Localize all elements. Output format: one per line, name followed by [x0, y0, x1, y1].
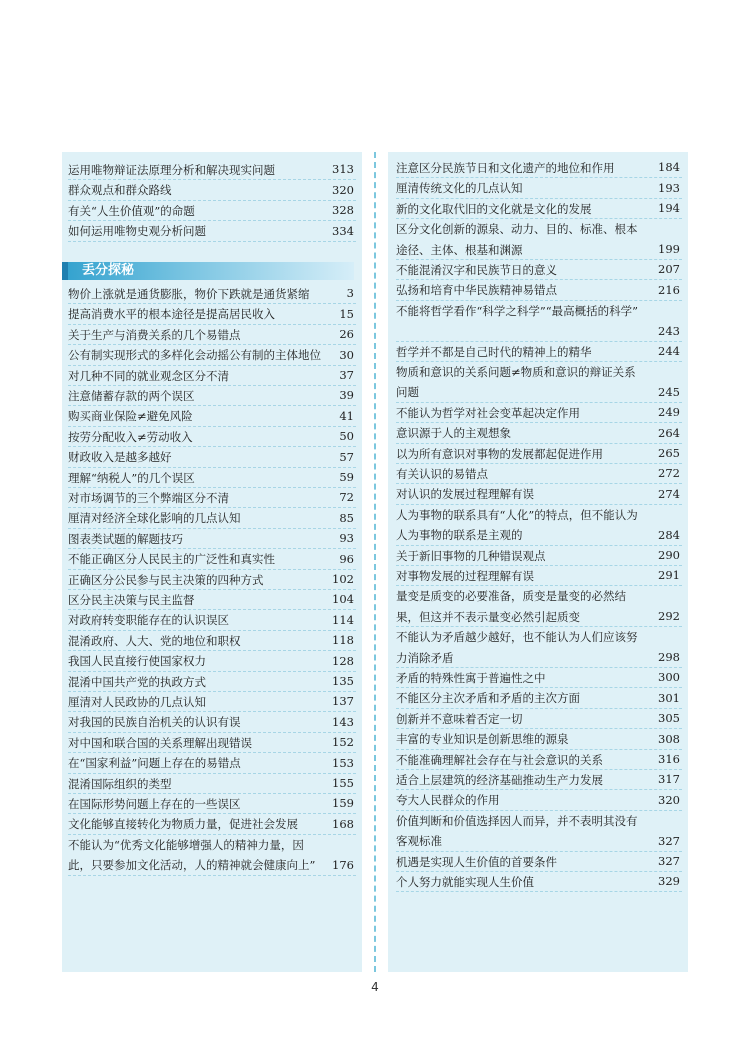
- toc-entry[interactable]: [396, 464, 682, 484]
- toc-entry-page: 57: [339, 449, 354, 464]
- toc-entry[interactable]: [68, 753, 356, 773]
- toc-entry-page: 327: [658, 833, 680, 848]
- toc-entry[interactable]: [68, 406, 356, 426]
- toc-entry[interactable]: [68, 692, 356, 712]
- toc-entry[interactable]: [396, 178, 682, 198]
- toc-entry-title: 不能区分主次矛盾和矛盾的主次方面: [396, 691, 580, 706]
- toc-entry-title: 哲学并不都是自己时代的精神上的精华: [396, 344, 592, 359]
- toc-entry-page: 298: [658, 649, 680, 664]
- toc-entry[interactable]: [396, 852, 682, 872]
- toc-entry-title: 理解“纳税人”的几个误区: [68, 470, 195, 485]
- toc-entry[interactable]: [396, 790, 682, 810]
- toc-entry-title: 人为事物的联系具有“人化”的特点，但不能认为人为事物的联系是主观的: [396, 507, 638, 543]
- toc-entry[interactable]: [396, 688, 682, 708]
- toc-entry-title: 对几种不同的就业观念区分不清: [68, 368, 229, 383]
- toc-entry[interactable]: [68, 468, 356, 488]
- toc-entry-page: 245: [658, 384, 680, 399]
- toc-entry-page: 290: [658, 547, 680, 562]
- toc-entry-title: 不能将哲学看作“科学之科学”“最高概括的科学”: [396, 303, 639, 318]
- toc-entry-page: 96: [339, 551, 354, 566]
- toc-entry-title: 对市场调节的三个弊端区分不清: [68, 491, 229, 505]
- toc-entry-title: 文化能够直接转化为物质力量，促进社会发展: [68, 817, 298, 832]
- toc-entry[interactable]: [68, 366, 356, 386]
- toc-entry-page: 118: [332, 633, 354, 648]
- toc-entry[interactable]: [396, 709, 682, 729]
- toc-entry[interactable]: [396, 423, 682, 443]
- section-title: 丢分探秘: [82, 263, 135, 278]
- toc-entry[interactable]: [396, 627, 682, 668]
- toc-entry[interactable]: [68, 672, 356, 692]
- toc-entry-page: 199: [658, 241, 680, 256]
- toc-entry[interactable]: [68, 733, 356, 753]
- toc-entry-title: 厘清传统文化的几点认知: [396, 181, 523, 196]
- toc-entry[interactable]: [396, 444, 682, 464]
- toc-entry[interactable]: [396, 403, 682, 423]
- toc-entry[interactable]: [68, 221, 356, 241]
- toc-entry[interactable]: [68, 631, 356, 651]
- toc-entry-title: 图表类试题的解题技巧: [68, 531, 183, 546]
- toc-entry[interactable]: [396, 219, 682, 260]
- toc-entry-page: 329: [658, 874, 680, 889]
- toc-entry-title: 适合上层建筑的经济基础推动生产力发展: [396, 773, 603, 787]
- toc-entry-page: 317: [658, 772, 680, 787]
- toc-entry-title: 混淆中国共产党的执政方式: [68, 674, 206, 689]
- toc-entry-title: 正确区分公民参与民主决策的四种方式: [68, 572, 264, 587]
- toc-entry[interactable]: [68, 529, 356, 549]
- toc-entry-title: 以为所有意识对事物的发展都起促进作用: [396, 446, 603, 461]
- toc-entry[interactable]: [396, 342, 682, 362]
- toc-entry-title: 意识源于人的主观想象: [396, 426, 511, 441]
- toc-entry[interactable]: [396, 872, 682, 892]
- toc-entry[interactable]: [68, 180, 356, 200]
- toc-entry-page: 137: [332, 694, 354, 709]
- toc-entry-page: 159: [332, 796, 354, 811]
- toc-entry-title: 不能认为“优秀文化能够增强人的精神力量，因此，只要参加文化活动，人的精神就会健康向上”: [68, 837, 316, 873]
- toc-entry-title: 注意区分民族节日和文化遗产的地位和作用: [396, 161, 615, 175]
- toc-entry-title: 不能准确理解社会存在与社会意识的关系: [396, 752, 603, 767]
- toc-entry-title: 关于生产与消费关系的几个易错点: [68, 327, 241, 342]
- toc-entry-title: 物质和意识的关系问题≠物质和意识的辩证关系问题: [396, 365, 636, 400]
- toc-entry-page: 328: [332, 203, 354, 218]
- toc-entry-page: 320: [332, 182, 354, 197]
- toc-entry-title: 混淆国际组织的类型: [68, 776, 172, 791]
- toc-entry-page: 207: [658, 262, 680, 277]
- toc-entry-page: 85: [339, 510, 354, 525]
- toc-entry-title: 如何运用唯物史观分析问题: [68, 224, 206, 239]
- page-number: 4: [371, 980, 379, 994]
- toc-entry-title: 财政收入是越多越好: [68, 450, 172, 465]
- toc-entry[interactable]: [396, 280, 682, 300]
- toc-entry-title: 公有制实现形式的多样化会动摇公有制的主体地位: [68, 348, 321, 363]
- toc-entry-title: 机遇是实现人生价值的首要条件: [396, 854, 557, 869]
- toc-entry-title: 关于新旧事物的几种错误观点: [396, 548, 546, 563]
- toc-entry[interactable]: [396, 505, 682, 546]
- toc-entry[interactable]: [68, 794, 356, 814]
- section-banner: [62, 262, 354, 280]
- toc-entry-page: 3: [346, 286, 354, 301]
- toc-entry-title: 不能认为哲学对社会变革起决定作用: [396, 405, 580, 420]
- toc-entry[interactable]: [396, 811, 682, 852]
- toc-entry[interactable]: [68, 201, 356, 221]
- toc-entry-page: 272: [658, 466, 680, 481]
- toc-entry-page: 128: [332, 653, 354, 668]
- toc-entry-page: 39: [339, 388, 354, 403]
- toc-entry[interactable]: [68, 835, 356, 876]
- toc-entry-page: 72: [339, 490, 354, 505]
- toc-entry[interactable]: [68, 488, 356, 508]
- toc-entry[interactable]: [396, 301, 682, 342]
- toc-entry-page: 284: [658, 527, 680, 542]
- toc-entry[interactable]: [396, 729, 682, 749]
- toc-entry[interactable]: [396, 199, 682, 219]
- toc-entry[interactable]: [396, 750, 682, 770]
- toc-entry-title: 对事物发展的过程理解有误: [396, 569, 534, 583]
- toc-entry-page: 301: [658, 690, 680, 705]
- toc-entry-page: 152: [332, 735, 354, 750]
- toc-entry-page: 291: [658, 568, 680, 583]
- toc-entry-title: 对政府转变职能存在的认识误区: [68, 613, 229, 628]
- toc-entry-page: 114: [332, 612, 354, 627]
- toc-entry-page: 274: [658, 486, 680, 501]
- toc-entry-page: 327: [658, 853, 680, 868]
- toc-entry-page: 194: [658, 201, 680, 216]
- toc-entry[interactable]: [396, 260, 682, 280]
- toc-entry-page: 216: [658, 282, 680, 297]
- toc-entry-title: 区分民主决策与民主监督: [68, 593, 195, 607]
- toc-entry-page: 93: [339, 531, 354, 546]
- toc-entry-title: 物价上涨就是通货膨胀，物价下跌就是通货紧缩: [68, 287, 310, 301]
- toc-entry-title: 厘清对经济全球化影响的几点认知: [68, 511, 241, 526]
- toc-entry[interactable]: [68, 447, 356, 467]
- toc-entry[interactable]: [68, 160, 356, 180]
- right-toc-column: [388, 152, 688, 972]
- toc-entry[interactable]: [396, 668, 682, 688]
- toc-entry-page: 184: [658, 160, 680, 175]
- toc-entry-page: 193: [658, 180, 680, 195]
- toc-entry-title: 弘扬和培育中华民族精神易错点: [396, 283, 557, 298]
- toc-entry[interactable]: [68, 304, 356, 324]
- toc-entry-title: 新的文化取代旧的文化就是文化的发展: [396, 201, 592, 216]
- toc-entry-title: 在“国家利益”问题上存在的易错点: [68, 756, 241, 771]
- toc-entry[interactable]: [396, 484, 682, 504]
- toc-entry-title: 个人努力就能实现人生价值: [396, 875, 534, 889]
- toc-entry-title: 矛盾的特殊性寓于普遍性之中: [396, 671, 546, 685]
- toc-entry[interactable]: [68, 386, 356, 406]
- toc-entry[interactable]: [68, 774, 356, 794]
- toc-entry-page: 37: [339, 367, 354, 382]
- toc-entry-page: 265: [658, 445, 680, 460]
- toc-entry[interactable]: [396, 158, 682, 178]
- toc-entry[interactable]: [68, 570, 356, 590]
- toc-entry-page: 244: [658, 343, 680, 358]
- column-divider: [374, 152, 376, 972]
- toc-entry-page: 41: [339, 408, 354, 423]
- toc-entry-title: 购买商业保险≠避免风险: [68, 409, 193, 424]
- toc-entry[interactable]: [68, 284, 356, 304]
- toc-entry-title: 区分文化创新的源泉、动力、目的、标准、根本途径、主体、根基和渊源: [396, 222, 638, 257]
- toc-entry-title: 群众观点和群众路线: [68, 183, 172, 198]
- toc-entry[interactable]: [68, 345, 356, 365]
- toc-entry-page: 313: [332, 162, 354, 177]
- toc-entry[interactable]: [68, 712, 356, 732]
- toc-entry-page: 26: [339, 327, 354, 342]
- toc-entry-page: 264: [658, 425, 680, 440]
- toc-entry[interactable]: [396, 546, 682, 566]
- toc-entry-title: 对中国和联合国的关系理解出现错误: [68, 735, 252, 750]
- toc-entry-page: 104: [332, 592, 354, 607]
- toc-entry[interactable]: [68, 590, 356, 610]
- toc-entry[interactable]: [396, 770, 682, 790]
- left-toc-column: [62, 152, 362, 972]
- toc-entry-page: 305: [658, 711, 680, 726]
- toc-entry[interactable]: [68, 427, 356, 447]
- toc-entry-title: 在国际形势问题上存在的一些误区: [68, 797, 241, 811]
- toc-entry[interactable]: [68, 610, 356, 630]
- toc-entry-page: 334: [332, 223, 354, 238]
- toc-entry-title: 运用唯物辩证法原理分析和解决现实问题: [68, 163, 275, 177]
- toc-entry-page: 300: [658, 670, 680, 685]
- toc-entry[interactable]: [396, 586, 682, 627]
- toc-entry[interactable]: [68, 508, 356, 528]
- toc-entry-title: 不能认为矛盾越少越好，也不能认为人们应该努力消除矛盾: [396, 630, 638, 665]
- toc-entry[interactable]: [396, 566, 682, 586]
- toc-entry-page: 50: [339, 429, 354, 444]
- toc-entry-page: 15: [339, 306, 354, 321]
- toc-entry[interactable]: [68, 325, 356, 345]
- toc-entry-title: 按劳分配收入≠劳动收入: [68, 429, 193, 444]
- toc-entry-page: 308: [658, 731, 680, 746]
- toc-entry-page: 155: [332, 775, 354, 790]
- toc-entry[interactable]: [68, 549, 356, 569]
- toc-entry-title: 厘清对人民政协的几点认知: [68, 695, 206, 709]
- toc-entry-page: 168: [332, 816, 354, 831]
- toc-entry-title: 有关“人生价值观”的命题: [68, 203, 195, 218]
- toc-entry-title: 提高消费水平的根本途径是提高居民收入: [68, 307, 275, 322]
- toc-entry-title: 混淆政府、人大、党的地位和职权: [68, 633, 241, 648]
- toc-entry-page: 102: [332, 571, 354, 586]
- toc-entry[interactable]: [68, 651, 356, 671]
- toc-entry-page: 59: [339, 469, 354, 484]
- toc-entry-page: 176: [332, 857, 354, 872]
- toc-entry-page: 243: [658, 323, 680, 338]
- toc-entry-page: 143: [332, 714, 354, 729]
- toc-entry-page: 135: [332, 673, 354, 688]
- toc-entry-title: 不能正确区分人民民主的广泛性和真实性: [68, 552, 275, 567]
- toc-entry-title: 对我国的民族自治机关的认识有误: [68, 715, 241, 730]
- toc-entry-page: 316: [658, 751, 680, 766]
- toc-entry-title: 我国人民直接行使国家权力: [68, 654, 206, 669]
- toc-entry-title: 对认识的发展过程理解有误: [396, 487, 534, 502]
- toc-entry-page: 30: [339, 347, 354, 362]
- toc-entry-title: 有关认识的易错点: [396, 467, 488, 481]
- toc-entry[interactable]: [68, 814, 356, 834]
- toc-entry-title: 量变是质变的必要准备，质变是量变的必然结果，但这并不表示量变必然引起质变: [396, 589, 626, 624]
- toc-entry-page: 292: [658, 609, 680, 624]
- toc-entry-title: 夸大人民群众的作用: [396, 793, 500, 808]
- toc-entry-title: 注意储蓄存款的两个误区: [68, 389, 195, 403]
- toc-entry-page: 249: [658, 405, 680, 420]
- toc-entry-title: 不能混淆汉字和民族节日的意义: [396, 263, 557, 277]
- toc-entry[interactable]: [396, 362, 682, 403]
- toc-entry-page: 320: [658, 792, 680, 807]
- toc-entry-title: 价值判断和价值选择因人而异，并不表明其没有客观标准: [396, 813, 638, 849]
- toc-entry-title: 丰富的专业知识是创新思维的源泉: [396, 732, 569, 747]
- toc-entry-page: 153: [332, 755, 354, 770]
- toc-entry-title: 创新并不意味着否定一切: [396, 711, 523, 726]
